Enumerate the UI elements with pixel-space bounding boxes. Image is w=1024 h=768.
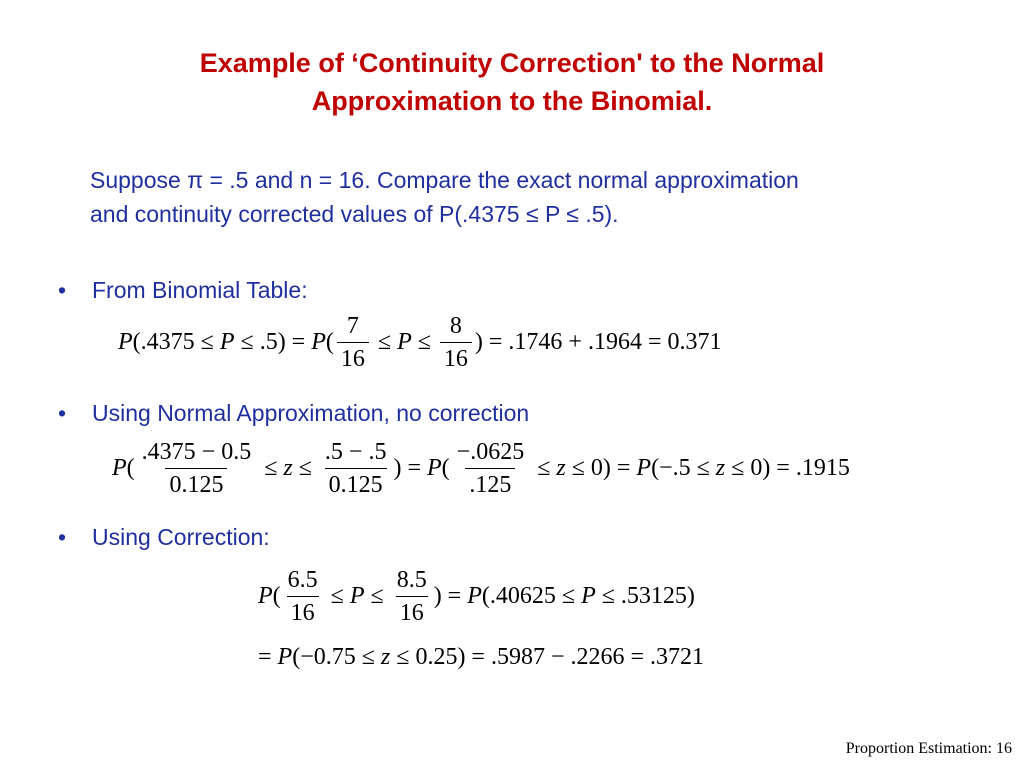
fraction <box>440 312 472 373</box>
eq-symbol: z <box>380 644 391 670</box>
eq-text: ( <box>441 455 450 481</box>
eq-symbol: P <box>636 455 652 481</box>
eq-symbol: z <box>556 455 566 481</box>
equation-normal <box>112 438 850 499</box>
bullet-dot: • <box>58 277 67 303</box>
eq-text: ≤ <box>364 583 390 609</box>
slide-title <box>60 44 964 120</box>
equation-correction <box>258 566 695 627</box>
eq-text: ≤ <box>411 329 437 355</box>
eq-text: ( <box>126 455 135 481</box>
fraction <box>337 312 369 373</box>
title-line-1: Example of ‘Continuity Correction' to the Normal <box>199 48 825 78</box>
eq-symbol: P <box>581 583 596 609</box>
intro-line-1: Suppose π = .5 and n = 16. Compare the exact normal approximation <box>90 167 799 193</box>
bullet-label: From Binomial Table: <box>92 277 308 303</box>
eq-text: (−.5 ≤ <box>651 455 716 481</box>
eq-text: ≤ .5) = <box>234 329 312 355</box>
bullet-binomial-table <box>58 275 308 305</box>
numerator: .5 − .5 <box>324 439 387 465</box>
denominator: 16 <box>337 342 369 373</box>
eq-text: ( <box>325 329 334 355</box>
fraction <box>321 438 391 499</box>
denominator: .125 <box>465 468 515 499</box>
eq-text: (.40625 ≤ <box>481 583 582 609</box>
title-line-2: Approximation to the Binomial. <box>311 86 713 116</box>
eq-text: ) = <box>433 583 468 609</box>
eq-text: ≤ <box>531 455 557 481</box>
eq-text: (.4375 ≤ <box>132 329 220 355</box>
eq-text: ≤ 0) = .1915 <box>725 455 850 481</box>
eq-text: ≤ .53125) <box>595 583 695 609</box>
numerator: 6.5 <box>287 567 318 593</box>
denominator: 0.125 <box>325 468 387 499</box>
eq-symbol: P <box>426 455 442 481</box>
eq-symbol: P <box>311 329 326 355</box>
eq-text: ≤ 0.25) = .5987 − .2266 = .3721 <box>390 644 705 670</box>
bullet-label: Using Normal Approximation, no correction <box>92 400 530 426</box>
eq-text: (−0.75 ≤ <box>292 644 381 670</box>
eq-symbol: P <box>349 583 365 609</box>
eq-text: ≤ <box>371 329 398 355</box>
eq-text: ≤ <box>324 583 350 609</box>
numerator: 7 <box>346 313 359 339</box>
intro-line-2: and continuity corrected values of P(.4375 ≤ P ≤ .5). <box>90 201 619 227</box>
eq-text: ) = .1746 + .1964 = 0.371 <box>474 329 722 355</box>
fraction <box>393 566 431 627</box>
eq-symbol: z <box>283 455 293 481</box>
eq-text: ( <box>272 583 281 609</box>
eq-symbol: P <box>118 329 133 355</box>
denominator: 16 <box>440 342 472 373</box>
slide-footer: Proportion Estimation: 16 <box>845 740 1012 757</box>
bullet-dot: • <box>58 400 67 426</box>
fraction <box>453 438 529 499</box>
equation-binomial <box>118 312 722 373</box>
bullet-dot: • <box>58 524 67 550</box>
eq-symbol: P <box>219 329 235 355</box>
eq-text: ≤ <box>292 455 318 481</box>
bullet-normal-no-correction <box>58 398 529 428</box>
eq-symbol: P <box>467 583 482 609</box>
fraction <box>284 566 322 627</box>
fraction <box>138 438 256 499</box>
eq-symbol: z <box>715 455 726 481</box>
numerator: .4375 − 0.5 <box>141 439 252 465</box>
numerator: −.0625 <box>456 439 525 465</box>
numerator: 8.5 <box>396 567 427 593</box>
bullet-label: Using Correction: <box>92 524 270 550</box>
equation-correction-result <box>258 644 704 671</box>
eq-text: ≤ <box>258 455 284 481</box>
eq-symbol: P <box>397 329 412 355</box>
eq-symbol: P <box>112 455 127 481</box>
bullet-using-correction <box>58 522 270 552</box>
eq-text: = <box>258 644 278 670</box>
intro-paragraph <box>90 163 990 231</box>
denominator: 0.125 <box>165 468 227 499</box>
denominator: 16 <box>287 596 319 627</box>
eq-symbol: P <box>258 583 273 609</box>
numerator: 8 <box>449 313 462 339</box>
denominator: 16 <box>396 596 428 627</box>
eq-text: ) = <box>393 455 427 481</box>
eq-text: ≤ 0) = <box>565 455 637 481</box>
eq-symbol: P <box>277 644 293 670</box>
